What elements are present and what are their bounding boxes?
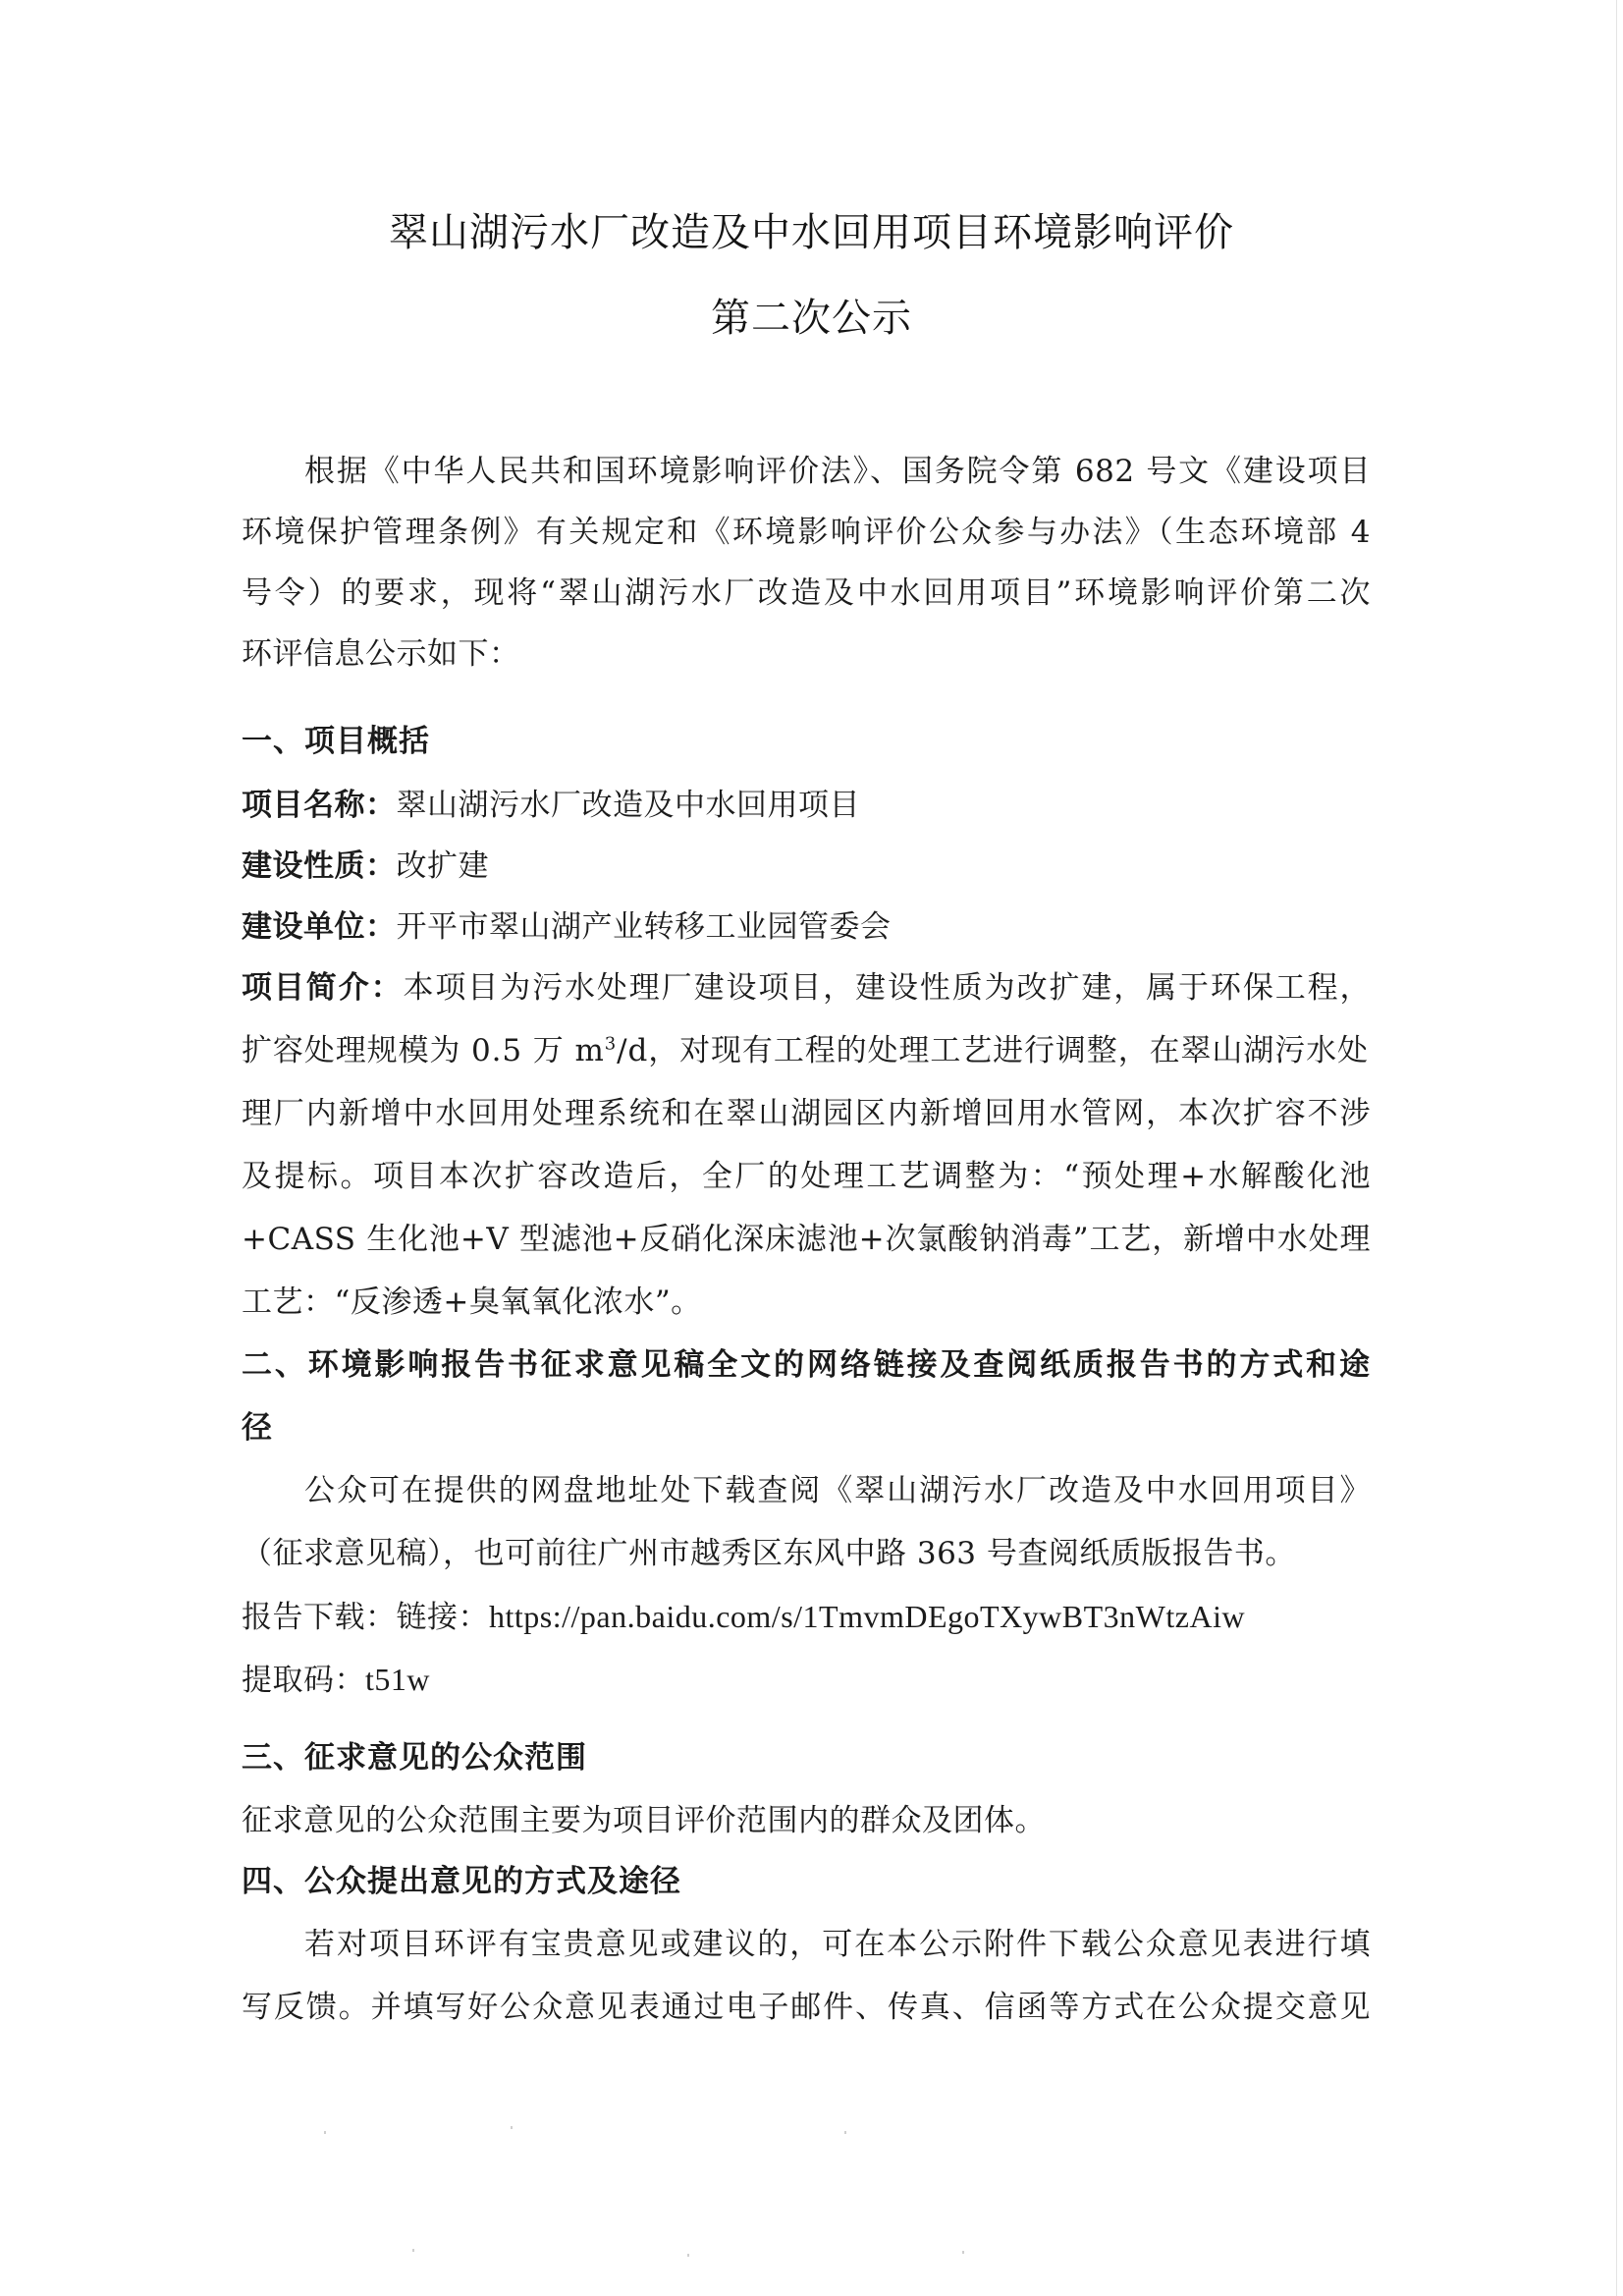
section-2-heading-line-2: 径	[242, 1410, 273, 1446]
summary-label: 项目简介：	[242, 970, 404, 1006]
summary-text-2a: 扩容处理规模为 0.5 万 m	[242, 1033, 605, 1068]
extract-code-label: 提取码：	[242, 1663, 365, 1698]
page-edge	[1616, 0, 1617, 2296]
download-label: 报告下载：链接：	[242, 1600, 489, 1635]
nature-value: 改扩建	[396, 848, 489, 884]
scan-speck	[412, 2249, 414, 2252]
summary-line-2	[242, 1031, 1371, 1070]
unit-row	[242, 907, 1371, 947]
section-3-body: 征求意见的公众范围主要为项目评价范围内的群众及团体。	[242, 1803, 1046, 1838]
title-line-1: 翠山湖污水厂改造及中水回用项目环境影响评价	[389, 210, 1234, 255]
section-4-body-line-1: 若对项目环评有宝贵意见或建议的，可在本公示附件下载公众意见表进行填	[304, 1927, 1371, 1962]
intro-line-2: 环境保护管理条例》有关规定和《环境影响评价公众参与办法》（生态环境部 4	[242, 515, 1371, 550]
scan-speck	[962, 2251, 964, 2254]
extract-code-row	[242, 1660, 1371, 1700]
summary-line-1	[242, 968, 1371, 1008]
download-row	[242, 1597, 1371, 1637]
extract-code-value: t51w	[365, 1662, 430, 1697]
nature-label: 建设性质：	[242, 848, 397, 884]
summary-line-6: 工艺：“反渗透+臭氧氧化浓水”。	[242, 1285, 702, 1320]
summary-line-5: +CASS 生化池+V 型滤池+反硝化深床滤池+次氯酸钠消毒”工艺，新增中水处理	[242, 1222, 1371, 1257]
summary-line-4: 及提标。项目本次扩容改造后，全厂的处理工艺调整为：“预处理+水解酸化池	[242, 1159, 1371, 1194]
summary-line-3: 理厂内新增中水回用处理系统和在翠山湖园区内新增回用水管网，本次扩容不涉	[242, 1096, 1371, 1131]
intro-line-4: 环评信息公示如下：	[242, 636, 520, 672]
project-name-label: 项目名称：	[242, 788, 397, 823]
download-link[interactable]: https://pan.baidu.com/s/1TmvmDEgoTXywBT3nWtzAiw	[489, 1599, 1246, 1634]
scan-speck	[687, 2254, 689, 2257]
scan-speck	[324, 2131, 326, 2134]
unit-value: 开平市翠山湖产业转移工业园管委会	[396, 909, 892, 945]
section-2-body-line-1: 公众可在提供的网盘地址处下载查阅《翠山湖污水厂改造及中水回用项目》	[304, 1473, 1371, 1508]
project-name-value: 翠山湖污水厂改造及中水回用项目	[396, 788, 860, 823]
intro-line-1: 根据《中华人民共和国环境影响评价法》、国务院令第 682 号文《建设项目	[304, 454, 1371, 489]
section-2-heading-line-1: 二、环境影响报告书征求意见稿全文的网络链接及查阅纸质报告书的方式和途	[242, 1347, 1371, 1383]
scan-speck	[844, 2131, 846, 2134]
intro-line-3: 号令）的要求，现将“翠山湖污水厂改造及中水回用项目”环境影响评价第二次	[242, 575, 1371, 611]
superscript-3: 3	[604, 1033, 618, 1055]
unit-label: 建设单位：	[242, 909, 397, 945]
section-1-heading: 一、项目概括	[242, 724, 430, 759]
title-line-2: 第二次公示	[711, 296, 912, 341]
section-3-heading: 三、征求意见的公众范围	[242, 1740, 587, 1776]
summary-text-2b: /d，对现有工程的处理工艺进行调整，在翠山湖污水处	[617, 1033, 1369, 1068]
project-name-row	[242, 786, 1371, 825]
section-4-heading: 四、公众提出意见的方式及途径	[242, 1864, 681, 1899]
section-4-body-line-2: 写反馈。并填写好公众意见表通过电子邮件、传真、信函等方式在公众提交意见	[242, 1990, 1371, 2025]
scan-speck	[511, 2126, 513, 2129]
summary-text-1: 本项目为污水处理厂建设项目，建设性质为改扩建，属于环保工程，	[403, 970, 1372, 1006]
section-2-body-line-2: （征求意见稿），也可前往广州市越秀区东风中路 363 号查阅纸质版报告书。	[242, 1536, 1296, 1571]
nature-row	[242, 847, 1371, 886]
